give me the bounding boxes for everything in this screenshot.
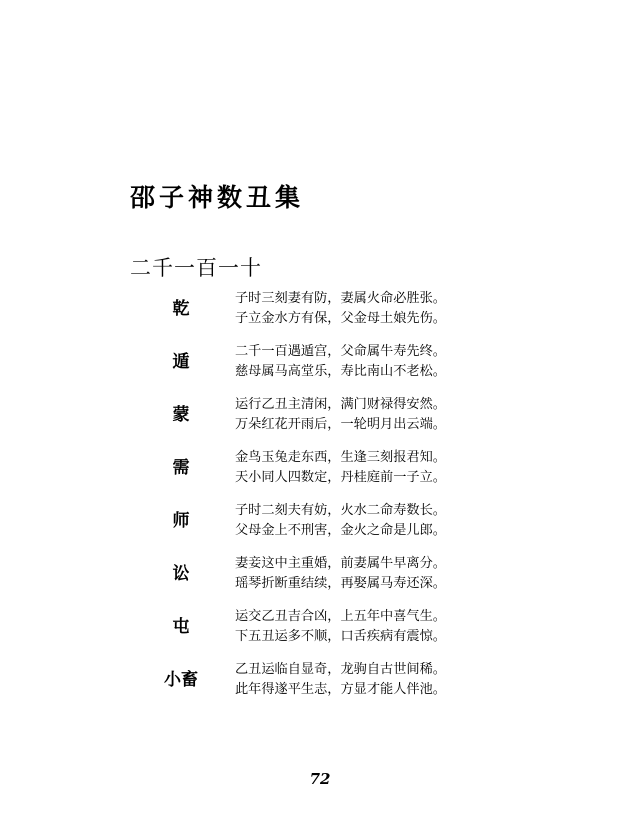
entry-meng [150,395,470,448]
entry-zhun [150,607,470,660]
section-heading: 二千一百一十 [130,256,262,280]
gua-name: 蒙 [172,405,190,425]
verse-line-1: 乙丑运临自显奇，龙驹自古世间稀。 [235,662,446,677]
page-number: 72 [309,770,331,788]
gua-name: 小畜 [164,670,198,690]
verse-line-1: 金鸟玉兔走东西，生逢三刻报君知。 [235,450,446,465]
verse-line-2: 父母金上不刑害，金火之命是儿郎。 [235,523,446,538]
gua-name: 乾 [172,299,190,319]
verse-line-2: 瑶琴折断重结续，再娶属马寿还深。 [235,576,446,591]
entry-list [150,289,470,713]
gua-name: 屯 [172,617,190,637]
entry-dun [150,342,470,395]
verse [235,289,475,329]
verse-line-1: 运交乙丑吉合凶，上五年中喜气生。 [235,609,446,624]
verse [235,342,475,382]
entry-xiaoxu [150,660,470,713]
verse [235,448,475,488]
verse [235,395,475,435]
gua-name: 讼 [172,564,190,584]
gua-name: 师 [172,511,190,531]
verse-line-2: 此年得遂平生志，方显才能人伴池。 [235,682,446,697]
verse [235,554,475,594]
entry-shi [150,501,470,554]
gua-name: 遁 [172,352,190,372]
verse-line-2: 下五丑运多不顺，口舌疾病有震惊。 [235,629,446,644]
verse-line-1: 妻妾这中主重婚，前妻属牛早离分。 [235,556,446,571]
verse-line-1: 子时三刻妻有防，妻属火命必胜张。 [235,291,446,306]
verse-line-2: 天小同人四数定，丹桂庭前一子立。 [235,470,446,485]
entry-xu [150,448,470,501]
verse [235,501,475,541]
book-title: 邵子神数丑集 [130,183,305,212]
verse-line-2: 慈母属马高堂乐，寿比南山不老松。 [235,364,446,379]
verse-line-1: 运行乙丑主清闲，满门财禄得安然。 [235,397,446,412]
entry-qian [150,289,470,342]
entry-song [150,554,470,607]
verse-line-2: 子立金水方有保，父金母土娘先伤。 [235,311,446,326]
verse-line-1: 子时二刻夫有妨，火水二命寿数长。 [235,503,446,518]
verse-line-1: 二千一百遇遁宫，父命属牛寿先终。 [235,344,446,359]
verse [235,607,475,647]
gua-name: 需 [172,458,190,478]
verse-line-2: 万朵红花开雨后，一轮明月出云端。 [235,417,446,432]
verse [235,660,475,700]
